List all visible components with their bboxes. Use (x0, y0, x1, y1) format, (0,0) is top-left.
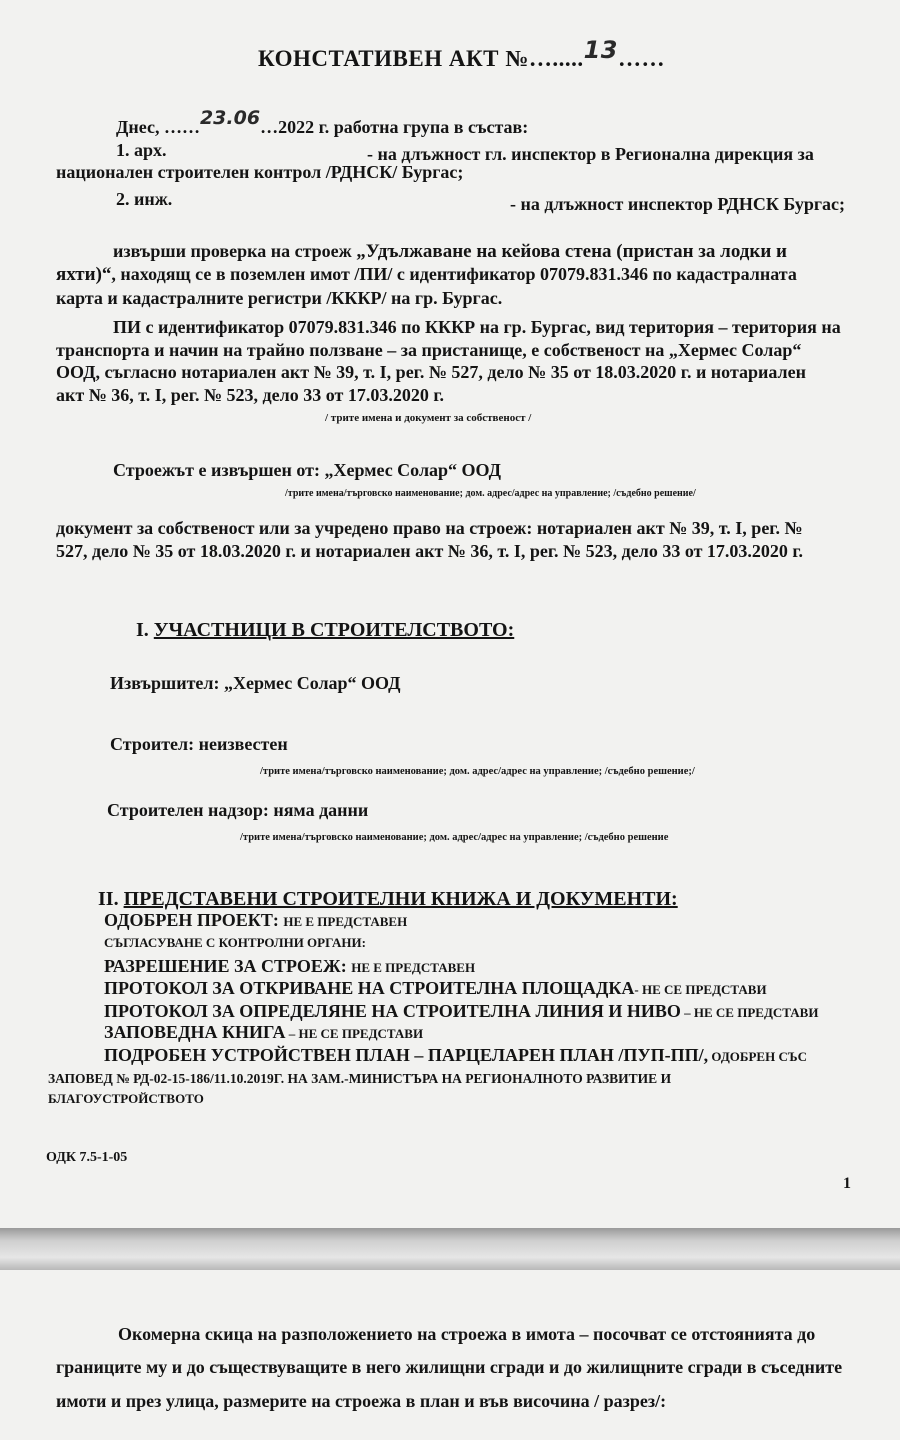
doc-item-status: СЪГЛАСУВАНЕ С КОНТРОЛНИ ОРГАНИ: (104, 935, 366, 950)
date-line (116, 107, 529, 138)
sketch-line-1: Окомерна скица на разположението на строежа в имота – посочват се отстоянията до (118, 1324, 816, 1344)
document-line-1: документ за собственост или за учредено право на строеж: нотариален акт № 39, т. I, рег. № (56, 518, 803, 538)
act-number-handwritten: 13 (583, 36, 618, 64)
date-handwritten: 23.06 (199, 107, 261, 129)
doc-item-label: ПОДРОБЕН УСТРОЙСТВЕН ПЛАН – ПАРЦЕЛАРЕН ПЛАН /ПУП-ПП/, (104, 1045, 709, 1065)
supervision: Строителен надзор: няма данни (107, 800, 369, 820)
document-title (258, 36, 665, 72)
built-by-note: /трите имена/търговско наименование; дом. адрес/адрес на управление; /съдебно решение/ (285, 488, 696, 499)
doc-item-status: – НЕ СЕ ПРЕДСТАВИ (285, 1026, 424, 1041)
doc-item-site-protocol (104, 978, 767, 999)
doc-item-status: ОДОБРЕН СЪС (708, 1049, 808, 1064)
date-dots: …… (163, 117, 200, 137)
construction-name-end: яхти)“ (56, 264, 112, 285)
inspection-text: , находящ се в поземлен имот /ПИ/ с идентификатор 07079.831.346 по кадастралната (111, 264, 797, 284)
inspection-line-2 (56, 264, 797, 286)
built-by: Строежът е извършен от: „Хермес Солар“ ООД (113, 460, 502, 480)
section-1-number: I. (136, 619, 154, 641)
inspection-line-1 (113, 241, 787, 263)
sketch-line-2: границите му и до съществуващите в него жилищни сгради и до жилищните сгради в съседните (56, 1357, 843, 1377)
doc-item-line-protocol (104, 1001, 818, 1022)
doc-item-coordination (104, 935, 366, 951)
date-dots: … (260, 117, 279, 137)
inspection-text: извърши проверка на строеж (113, 241, 357, 261)
doc-item-status: – НЕ СЕ ПРЕДСТАВИ (680, 1005, 819, 1020)
member-1-suffix: - на длъжност гл. инспектор в Регионална дирекция за (367, 144, 814, 164)
doc-item-label: ОДОБРЕН ПРОЕКТ: (104, 910, 284, 930)
doc-item-plan-line-3: БЛАГОУСТРОЙСТВОТО (48, 1091, 204, 1106)
title-text: КОНСТАТИВЕН АКТ № (258, 46, 529, 71)
document-page-2 (0, 1270, 900, 1440)
doc-item-label: ПРОТОКОЛ ЗА ОПРЕДЕЛЯНЕ НА СТРОИТЕЛНА ЛИНИЯ И НИВО (104, 1001, 681, 1021)
doc-item-plan-line-1 (104, 1045, 807, 1066)
ownership-line-3: ООД, съгласно нотариален акт № 39, т. I, рег. № 527, дело № 35 от 18.03.2020 г. и нотариален (56, 362, 807, 382)
member-2-prefix: 2. инж. (116, 189, 173, 209)
doc-item-label: РАЗРЕШЕНИЕ ЗА СТРОЕЖ: (104, 956, 352, 976)
doc-item-label: ЗАПОВЕДНА КНИГА (104, 1022, 286, 1042)
doc-item-building-permit (104, 956, 475, 977)
inspection-line-3: карта и кадастралните регистри /КККР/ на гр. Бургас. (56, 288, 503, 308)
executor: Извършител: „Хермес Солар“ ООД (110, 673, 401, 693)
doc-item-approved-project (104, 910, 407, 931)
sketch-line-3: имоти и през улица, размерите на строежа в план и във височина / разрез/: (56, 1391, 667, 1411)
member-1-prefix: 1. арх. (116, 140, 167, 160)
section-1-title: УЧАСТНИЦИ В СТРОИТЕЛСТВОТО: (153, 619, 515, 641)
ownership-line-4: акт № 36, т. I, рег. № 523, дело 33 от 17.03.2020 г. (56, 385, 444, 405)
doc-item-status: НЕ Е ПРЕДСТАВЕН (351, 960, 476, 975)
construction-name: „Удължаване на кейова стена (пристан за лодки и (356, 241, 787, 262)
doc-item-status: - НЕ СЕ ПРЕДСТАВИ (634, 982, 767, 997)
builder-note: /трите имена/търговско наименование; дом. адрес/адрес на управление; /съдебно решение;/ (260, 766, 695, 777)
section-2-number: II. (98, 888, 124, 910)
title-dots: …… (617, 46, 665, 71)
builder: Строител: неизвестен (110, 734, 288, 754)
ownership-note: / трите имена и документ за собственост / (325, 412, 532, 424)
form-code: ОДК 7.5-1-05 (46, 1150, 128, 1165)
date-suffix: 2022 г. работна група в състав: (278, 117, 529, 137)
page-separator (0, 1228, 900, 1270)
supervision-note: /трите имена/търговско наименование; дом. адрес/адрес на управление; /съдебно решение (240, 832, 669, 843)
doc-item-order-book (104, 1022, 423, 1043)
page-number: 1 (843, 1175, 851, 1192)
section-1-heading (136, 619, 514, 642)
doc-item-plan-line-2: ЗАПОВЕД № РД-02-15-186/11.10.2019Г. НА ЗАМ.-МИНИСТЪРА НА РЕГИОНАЛНОТО РАЗВИТИЕ И (48, 1071, 672, 1086)
document-line-2: 527, дело № 35 от 18.03.2020 г. и нотариален акт № 36, т. I, рег. № 523, дело 33 от 17.03.2020 г. (56, 541, 804, 561)
ownership-line-1: ПИ с идентификатор 07079.831.346 по КККР на гр. Бургас, вид територия – територия на (113, 317, 841, 337)
section-2-heading (98, 888, 678, 911)
member-2-suffix: - на длъжност инспектор РДНСК Бургас; (510, 194, 846, 214)
member-1-cont: национален строителен контрол /РДНСК/ Бургас; (56, 162, 464, 182)
doc-item-status: НЕ Е ПРЕДСТАВЕН (283, 914, 408, 929)
title-dots: …..... (528, 46, 584, 71)
section-2-title: ПРЕДСТАВЕНИ СТРОИТЕЛНИ КНИЖА И ДОКУМЕНТИ: (123, 888, 678, 910)
ownership-line-2: транспорта и начин на трайно ползване – за пристанище, е собственост на „Хермес Солар“ (56, 340, 802, 360)
doc-item-label: ПРОТОКОЛ ЗА ОТКРИВАНЕ НА СТРОИТЕЛНА ПЛОЩАДКА (104, 978, 635, 998)
date-prefix: Днес, (116, 117, 160, 137)
